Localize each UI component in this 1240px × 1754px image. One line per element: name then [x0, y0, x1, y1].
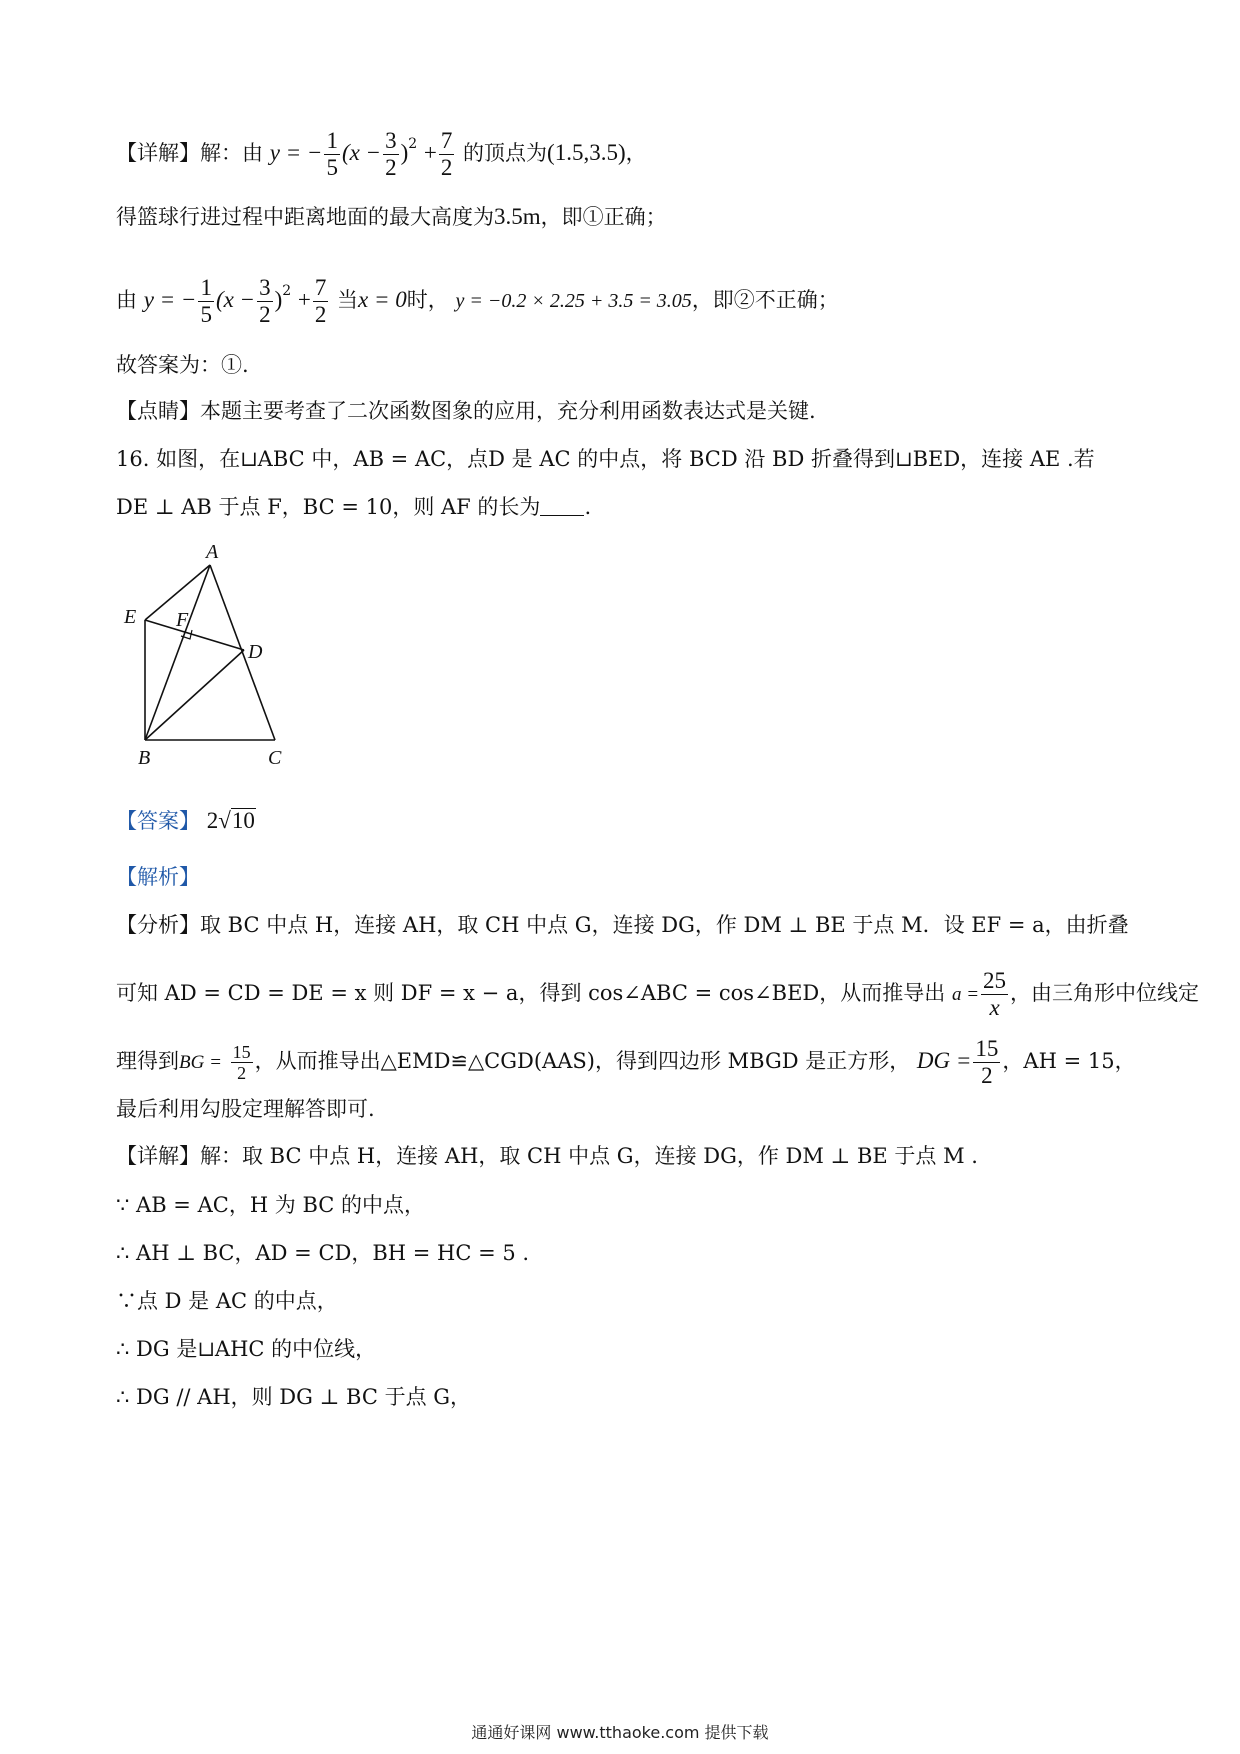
- detail-line-vertex: 【详解】解：由 y = − $\frac{1}{5}$ (x − $\frac{3}{2}$ )$^2$ + $\frac{7}{2}$ 的顶点为(1.5,3.5)，: [116, 128, 647, 180]
- formula-y: y = −: [269, 140, 323, 165]
- answer-row: 【答案】 2√10: [116, 808, 255, 833]
- answer-tag: 【答案】: [116, 809, 200, 833]
- analysis-tag: 【解析】: [116, 865, 200, 889]
- detail-line-1: 【详解】解：取 BC 中点 H，连接 AH，取 CH 中点 G，连接 DG，作 DM ⊥ BE 于点 M .: [116, 1144, 978, 1168]
- analysis-line-4: 最后利用勾股定理解答即可.: [116, 1097, 375, 1121]
- label-c: C: [268, 747, 282, 769]
- segment-ed: [145, 620, 244, 650]
- label-d: D: [248, 641, 263, 663]
- label-f: F: [176, 609, 189, 631]
- x-zero-line: 由 y = − $\frac{1}{5}$ (x − $\frac{3}{2}$ )$^2$ + $\frac{7}{2}$ 当x = 0时， y = −0.2 × 2.25 + 3.5 = 3.05，即②不正确；: [116, 275, 839, 327]
- segment-ab: [145, 565, 210, 740]
- max-height-line: 得篮球行进过程中距离地面的最大高度为3.5m，即①正确；: [116, 204, 667, 229]
- comment-line: 【点睛】本题主要考查了二次函数图象的应用，充分利用函数表达式是关键.: [116, 399, 816, 423]
- fraction-3-2: $\frac{3}{2}$: [385, 128, 397, 180]
- detail-line-4: ∵点 D 是 AC 的中点，: [116, 1289, 338, 1313]
- detail-line-3: ∴ AH ⊥ BC，AD = CD，BH = HC = 5 .: [116, 1241, 530, 1265]
- analysis-line-1: 【分析】取 BC 中点 H，连接 AH，取 CH 中点 G，连接 DG，作 DM ⊥ BE 于点 M．设 EF = a，由折叠: [116, 913, 1129, 937]
- fraction-1-5: $\frac{1}{5}$: [326, 128, 338, 180]
- segment-bd: [145, 650, 244, 740]
- answer-line: 故答案为：①.: [116, 353, 249, 377]
- answer-blank: [540, 495, 584, 516]
- analysis-line-3: 理得到BG = $\frac{15}{2}$ ，从而推导出△EMD≌△CGD(AAS)，得到四边形 MBGD 是正方形， DG = $\frac{15}{2}$ ，AH = 15，: [116, 1036, 1136, 1088]
- label-b: B: [138, 747, 151, 769]
- label-a: A: [206, 541, 219, 563]
- detail-line-5: ∴ DG 是⊔AHC 的中位线，: [116, 1337, 377, 1361]
- question-16-line-1: 16. 如图，在⊔ABC 中，AB = AC，点D 是 AC 的中点，将 BCD 沿 BD 折叠得到⊔BED，连接 AE .若: [116, 447, 1095, 471]
- question-16-line-2: DE ⊥ AB 于点 F，BC = 10，则 AF 的长为 .: [116, 495, 592, 519]
- page-footer: 通通好课网 www.tthaoke.com 提供下载: [471, 1723, 769, 1742]
- label-e: E: [124, 606, 137, 628]
- fraction-7-2: $\frac{7}{2}$: [440, 128, 453, 180]
- analysis-line-2: 可知 AD = CD = DE = x 则 DF = x − a，得到 cos∠ABC = cos∠BED，从而推导出 a = $\frac{25}{x}$ ，由三角形中位线定: [116, 968, 1200, 1020]
- detail-line-6: ∴ DG // AH，则 DG ⊥ BC 于点 G，: [116, 1385, 472, 1409]
- segment-ac: [210, 565, 275, 740]
- geometry-figure: [120, 540, 300, 785]
- detail-line-2: ∵ AB = AC，H 为 BC 的中点，: [116, 1193, 426, 1217]
- detail-label: 【详解】解：由: [116, 141, 263, 165]
